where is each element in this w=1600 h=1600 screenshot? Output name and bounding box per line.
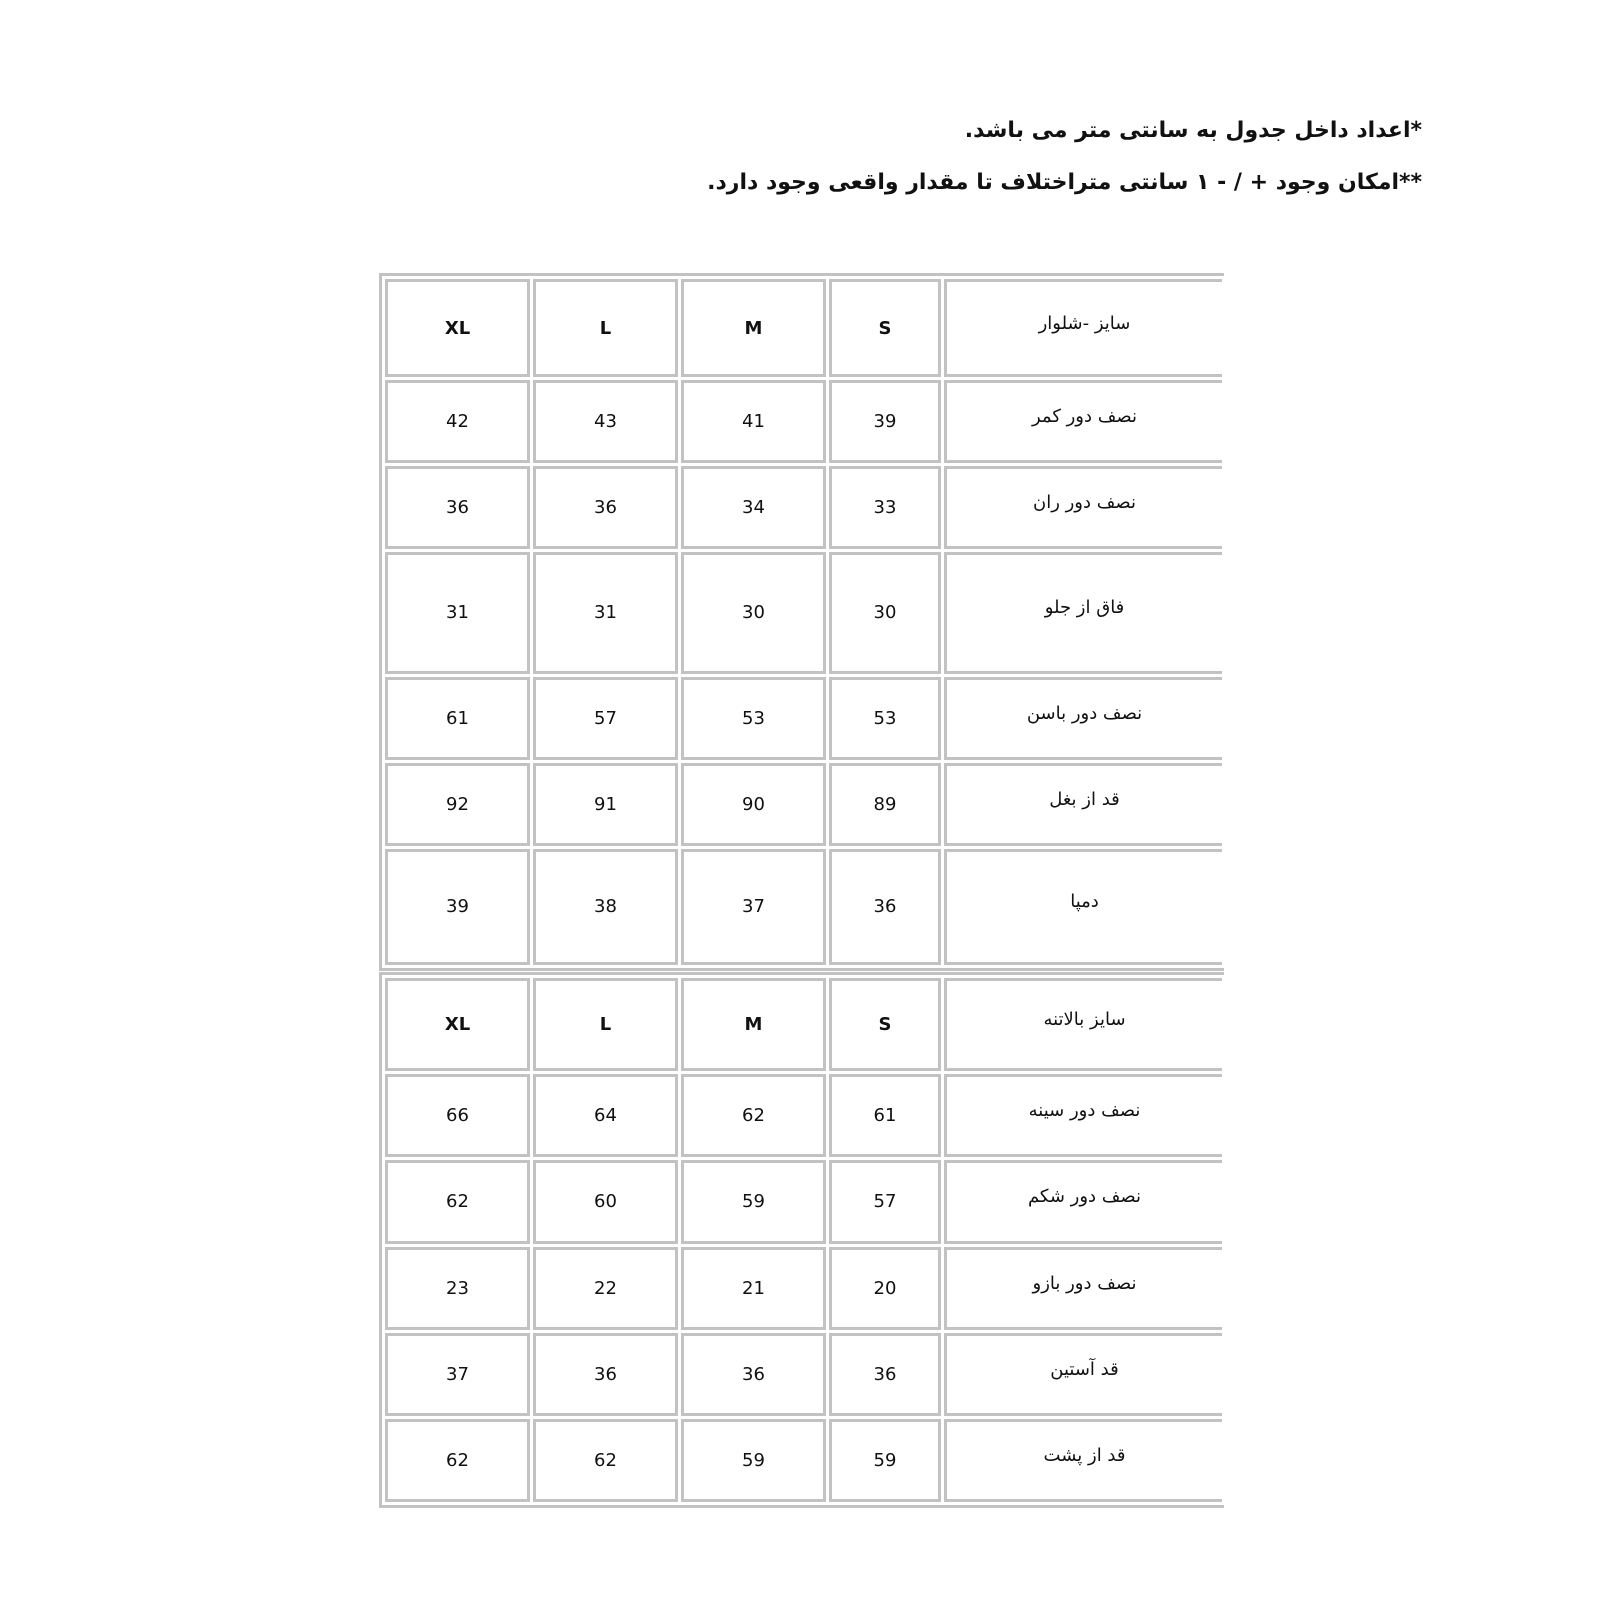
cell-m: 21 [681, 1247, 826, 1330]
table-row [385, 380, 1222, 463]
table-row [385, 1160, 1222, 1243]
cell-l: 38 [533, 849, 678, 965]
row-label: نصف دور کمر [944, 380, 1222, 463]
cell-s: 33 [829, 466, 941, 549]
cell-xl: 62 [385, 1160, 530, 1243]
table-row [385, 1333, 1222, 1416]
cell-m: 37 [681, 849, 826, 965]
cell-xl: 37 [385, 1333, 530, 1416]
pants-header-s: S [829, 279, 941, 377]
table-row [385, 849, 1222, 965]
table-row [385, 763, 1222, 846]
cell-xl: 23 [385, 1247, 530, 1330]
cell-xl: 31 [385, 552, 530, 674]
pants-header-row [385, 279, 1222, 377]
cell-m: 30 [681, 552, 826, 674]
cell-m: 36 [681, 1333, 826, 1416]
cell-m: 59 [681, 1160, 826, 1243]
cell-m: 62 [681, 1074, 826, 1157]
cell-s: 30 [829, 552, 941, 674]
cell-s: 39 [829, 380, 941, 463]
top-header-xl: XL [385, 978, 530, 1071]
cell-s: 53 [829, 677, 941, 760]
row-label: فاق از جلو [944, 552, 1222, 674]
cell-l: 91 [533, 763, 678, 846]
row-label: دمپا [944, 849, 1222, 965]
cell-m: 59 [681, 1419, 826, 1502]
cell-s: 89 [829, 763, 941, 846]
pants-header-xl: XL [385, 279, 530, 377]
cell-l: 60 [533, 1160, 678, 1243]
note-units: *اعداد داخل جدول به سانتی متر می باشد. [964, 118, 1422, 143]
cell-s: 59 [829, 1419, 941, 1502]
cell-m: 90 [681, 763, 826, 846]
pants-header-l: L [533, 279, 678, 377]
cell-l: 43 [533, 380, 678, 463]
cell-s: 57 [829, 1160, 941, 1243]
cell-xl: 61 [385, 677, 530, 760]
top-header-s: S [829, 978, 941, 1071]
row-label: نصف دور ران [944, 466, 1222, 549]
table-row [385, 1247, 1222, 1330]
top-size-table [379, 972, 1224, 1508]
cell-m: 53 [681, 677, 826, 760]
cell-s: 20 [829, 1247, 941, 1330]
table-row [385, 466, 1222, 549]
row-label: نصف دور سینه [944, 1074, 1222, 1157]
top-header-l: L [533, 978, 678, 1071]
row-label: نصف دور بازو [944, 1247, 1222, 1330]
row-label: قد از بغل [944, 763, 1222, 846]
table-row [385, 1074, 1222, 1157]
top-header-m: M [681, 978, 826, 1071]
cell-xl: 92 [385, 763, 530, 846]
cell-s: 36 [829, 849, 941, 965]
cell-l: 31 [533, 552, 678, 674]
cell-l: 36 [533, 466, 678, 549]
cell-l: 22 [533, 1247, 678, 1330]
cell-xl: 62 [385, 1419, 530, 1502]
cell-xl: 66 [385, 1074, 530, 1157]
cell-xl: 36 [385, 466, 530, 549]
pants-header-label: سایز -شلوار [944, 279, 1222, 377]
cell-l: 57 [533, 677, 678, 760]
cell-m: 34 [681, 466, 826, 549]
top-header-label: سایز بالاتنه [944, 978, 1222, 1071]
cell-s: 36 [829, 1333, 941, 1416]
cell-l: 62 [533, 1419, 678, 1502]
table-row [385, 552, 1222, 674]
cell-s: 61 [829, 1074, 941, 1157]
cell-m: 41 [681, 380, 826, 463]
row-label: قد از پشت [944, 1419, 1222, 1502]
pants-size-table [379, 273, 1224, 971]
cell-l: 36 [533, 1333, 678, 1416]
top-header-row [385, 978, 1222, 1071]
row-label: نصف دور شکم [944, 1160, 1222, 1243]
cell-xl: 39 [385, 849, 530, 965]
note-tolerance: **امکان وجود + / - ۱ سانتی متراختلاف تا مقدار واقعی وجود دارد. [707, 170, 1422, 195]
cell-l: 64 [533, 1074, 678, 1157]
table-row [385, 677, 1222, 760]
row-label: نصف دور باسن [944, 677, 1222, 760]
cell-xl: 42 [385, 380, 530, 463]
pants-header-m: M [681, 279, 826, 377]
table-row [385, 1419, 1222, 1502]
row-label: قد آستین [944, 1333, 1222, 1416]
